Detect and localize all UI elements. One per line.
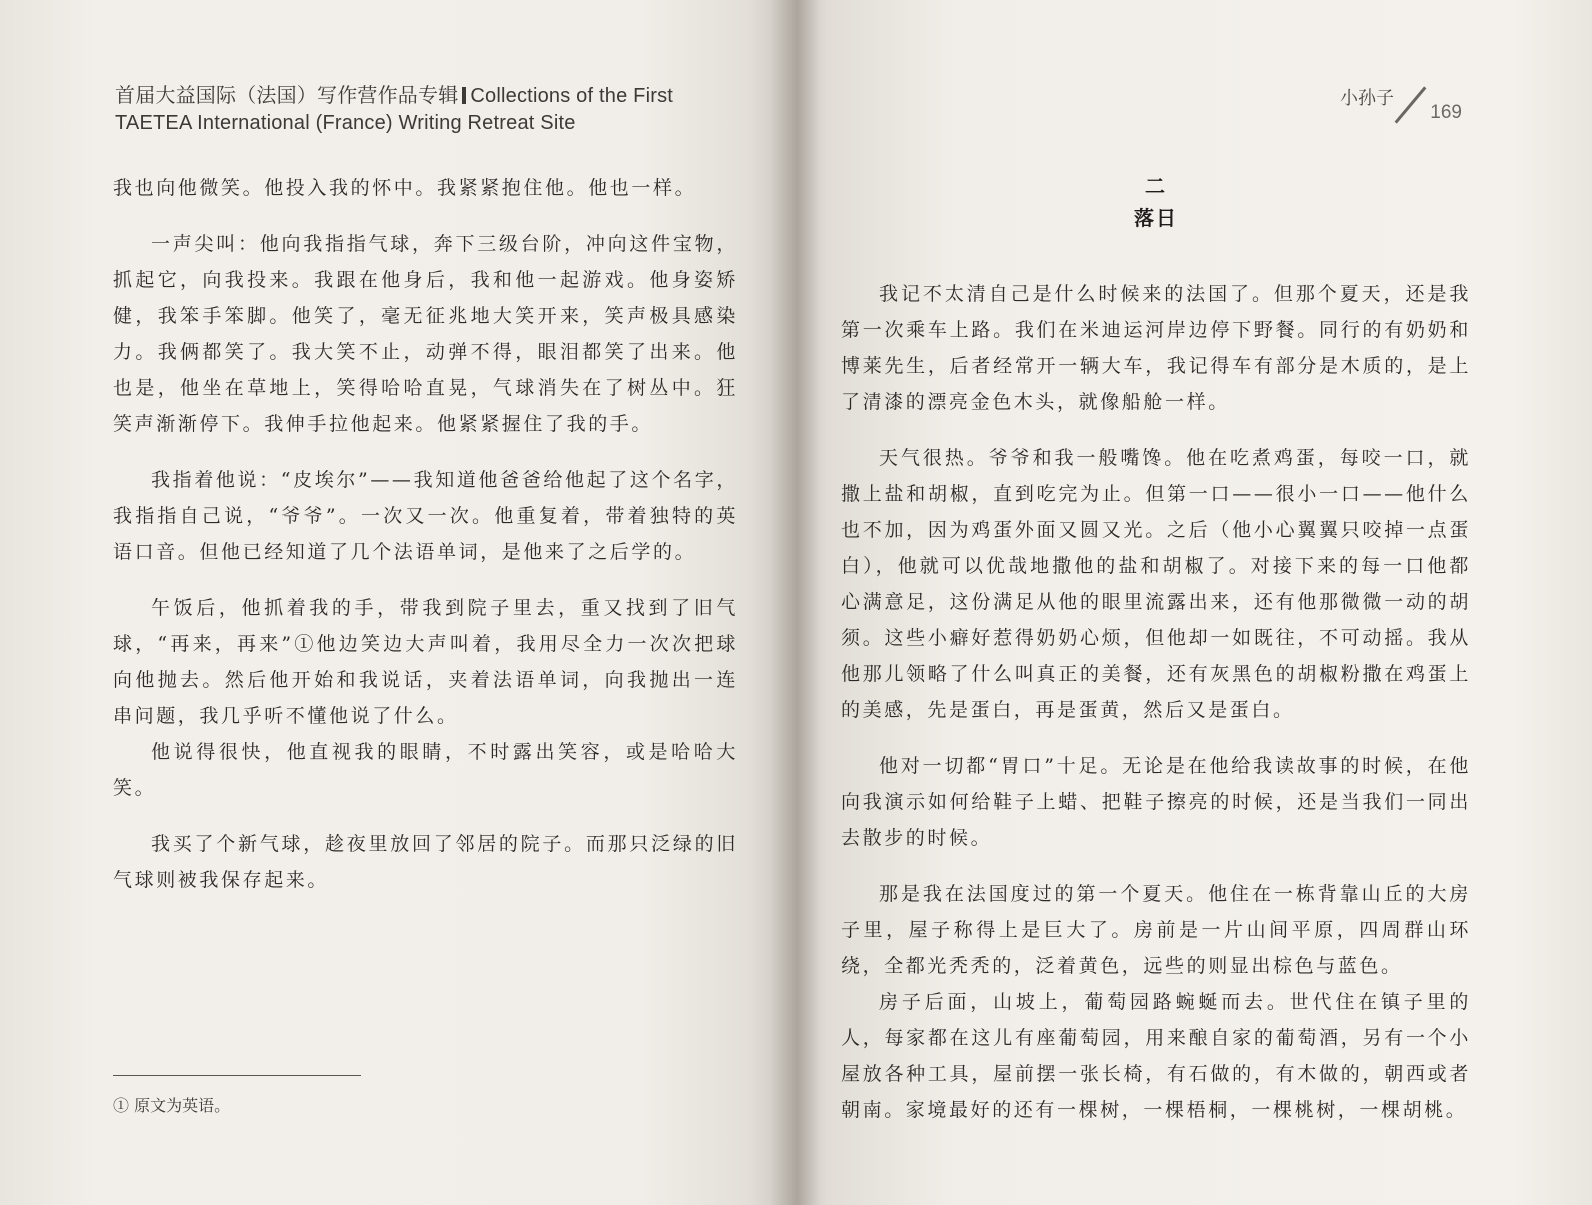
chapter-title: 落日 — [1134, 206, 1178, 230]
right-page — [805, 0, 1592, 1205]
paragraph: 我也向他微笑。他投入我的怀中。我紧紧抱住他。他也一样。 — [113, 177, 697, 199]
paragraph: 我记不太清自己是什么时候来的法国了。但那个夏天，还是我第一次乘车上路。我们在米迪运河岸边停下野餐。同行的有奶奶和博莱先生，后者经常开一辆大车，我记得车有部分是木质的，是上了清漆的漂亮金色木头，就像船舱一样。 — [841, 283, 1471, 413]
page-number: 169 — [1430, 102, 1462, 123]
running-head — [115, 83, 673, 137]
paragraph: 午饭后，他抓着我的手，带我到院子里去，重又找到了旧气球，“再来，再来”①他边笑边大声叫着，我用尽全力一次次把球向他抛去。然后他开始和我说话，夹着法语单词，向我抛出一连串问题，我几乎听不懂他说了什么。 — [113, 597, 738, 727]
paragraph: 我买了个新气球，趁夜里放回了邻居的院子。而那只泛绿的旧气球则被我保存起来。 — [113, 833, 738, 891]
footnote-rule — [113, 1075, 361, 1076]
chapter-number: 二 — [1145, 174, 1167, 198]
paragraph: 他说得很快，他直视我的眼睛，不时露出笑容，或是哈哈大笑。 — [113, 741, 738, 799]
divider-bar — [462, 87, 466, 104]
footnote: ① 原文为英语。 — [113, 1096, 231, 1115]
running-head-line-1: 首届大益国际（法国）写作营作品专辑 Collections of the First — [115, 85, 674, 107]
paragraph: 他对一切都“胃口”十足。无论是在他给我读故事的时候，在他向我演示如何给鞋子上蜡、把鞋子擦亮的时候，还是当我们一同出去散步的时候。 — [841, 755, 1471, 849]
paragraph: 天气很热。爷爷和我一般嘴馋。他在吃煮鸡蛋，每咬一口，就撒上盐和胡椒，直到吃完为止。但第一口——很小一口——他什么也不加，因为鸡蛋外面又圆又光。之后（他小心翼翼只咬掉一点蛋白），他就可以优哉地撒他的盐和胡椒了。对接下来的每一口他都心满意足，这份满足从他的眼里流露出来，还有他那微微一动的胡须。这些小癖好惹得奶奶心烦，但他却一如既往，不可动摇。我从他那儿领略了什么叫真正的美餐，还有灰黑色的胡椒粉撒在鸡蛋上的美感，先是蛋白，再是蛋黄，然后又是蛋白。 — [841, 447, 1471, 721]
paragraph: 一声尖叫：他向我指指气球，奔下三级台阶，冲向这件宝物，抓起它，向我投来。我跟在他身后，我和他一起游戏。他身姿矫健，我笨手笨脚。他笑了，毫无征兆地大笑开来，笑声极具感染力。我俩都笑了。我大笑不止，动弹不得，眼泪都笑了出来。他也是，他坐在草地上，笑得哈哈直晃，气球消失在了树丛中。狂笑声渐渐停下。我伸手拉他起来。他紧紧握住了我的手。 — [113, 233, 738, 435]
right-body-text — [841, 170, 1471, 1128]
running-title: 小孙子 — [1340, 88, 1394, 108]
slash-divider — [1395, 86, 1427, 123]
paragraph: 那是我在法国度过的第一个夏天。他住在一栋背靠山丘的大房子里，屋子称得上是巨大了。房前是一片山间平原，四周群山环绕，全都光秃秃的，泛着黄色，远些的则显出棕色与蓝色。 — [841, 883, 1471, 977]
left-page — [0, 0, 790, 1205]
paragraph: 房子后面，山坡上，葡萄园路蜿蜒而去。世代住在镇子里的人，每家都在这儿有座葡萄园，用来酿自家的葡萄酒，另有一个小屋放各种工具，屋前摆一张长椅，有石做的，有木做的，朝西或者朝南。家境最好的还有一棵树，一棵梧桐，一棵桃树，一棵胡桃。 — [841, 991, 1471, 1121]
paragraph: 我指着他说：“皮埃尔”——我知道他爸爸给他起了这个名字，我指指自己说，“爷爷”。一次又一次。他重复着，带着独特的英语口音。但他已经知道了几个法语单词，是他来了之后学的。 — [113, 469, 738, 563]
chapter-heading — [841, 170, 1471, 234]
running-head-line-2: TAETEA International (France) Writing Retreat Site — [115, 112, 576, 134]
left-body-text — [113, 170, 738, 898]
